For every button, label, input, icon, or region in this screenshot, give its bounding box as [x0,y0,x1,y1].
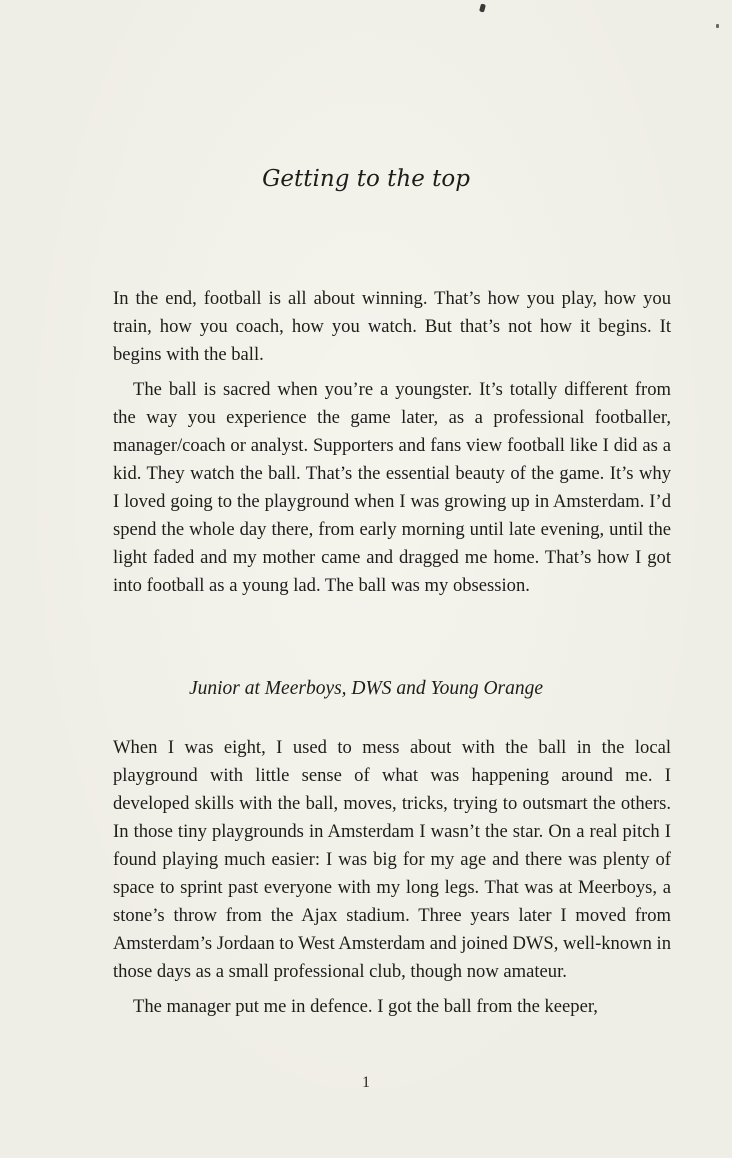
paragraph: In the end, football is all about winning. That’s how you play, how you train, how you coach, how you watch. But that’s not how it begins. It begins with the ball. [113,288,671,365]
paragraph: The manager put me in defence. I got the ball from the keeper, [133,996,598,1017]
paragraph: When I was eight, I used to mess about with the ball in the local playground with little sense of what was happening around me. I developed skills with the ball, moves, tricks, trying to outsmart the others. In those tiny playgrounds in Amsterdam I wasn’t the star. On a real pitch I found playing much easier: I was big for my age and there was plenty of space to sprint past everyone with my long legs. That was at Meerboys, a stone’s throw from the Ajax stadium. Three years later I moved from Amsterdam’s Jordaan to West Amsterdam and joined DWS, well-known in those days as a small professional club, though now amateur. [113,737,671,982]
page-number: 1 [362,1074,370,1091]
ink-speck [479,3,486,12]
section-2-body [113,734,671,1021]
section-1-body [113,285,671,600]
paragraph: The ball is sacred when you’re a youngster. It’s totally different from the way you experience the game later, as a professional footballer, manager/coach or analyst. Supporters and fans view football like I did as a kid. They watch the ball. That’s the essential beauty of the game. It’s why I loved going to the playground when I was growing up in Amsterdam. I’d spend the whole day there, from early morning until late evening, until the light faded and my mother came and dragged me home. That’s how I got into football as a young lad. The ball was my obsession. [113,379,671,596]
section-heading: Junior at Meerboys, DWS and Young Orange [188,678,544,699]
ink-speck-small [716,24,719,28]
chapter-title: Getting to the top [262,166,470,192]
